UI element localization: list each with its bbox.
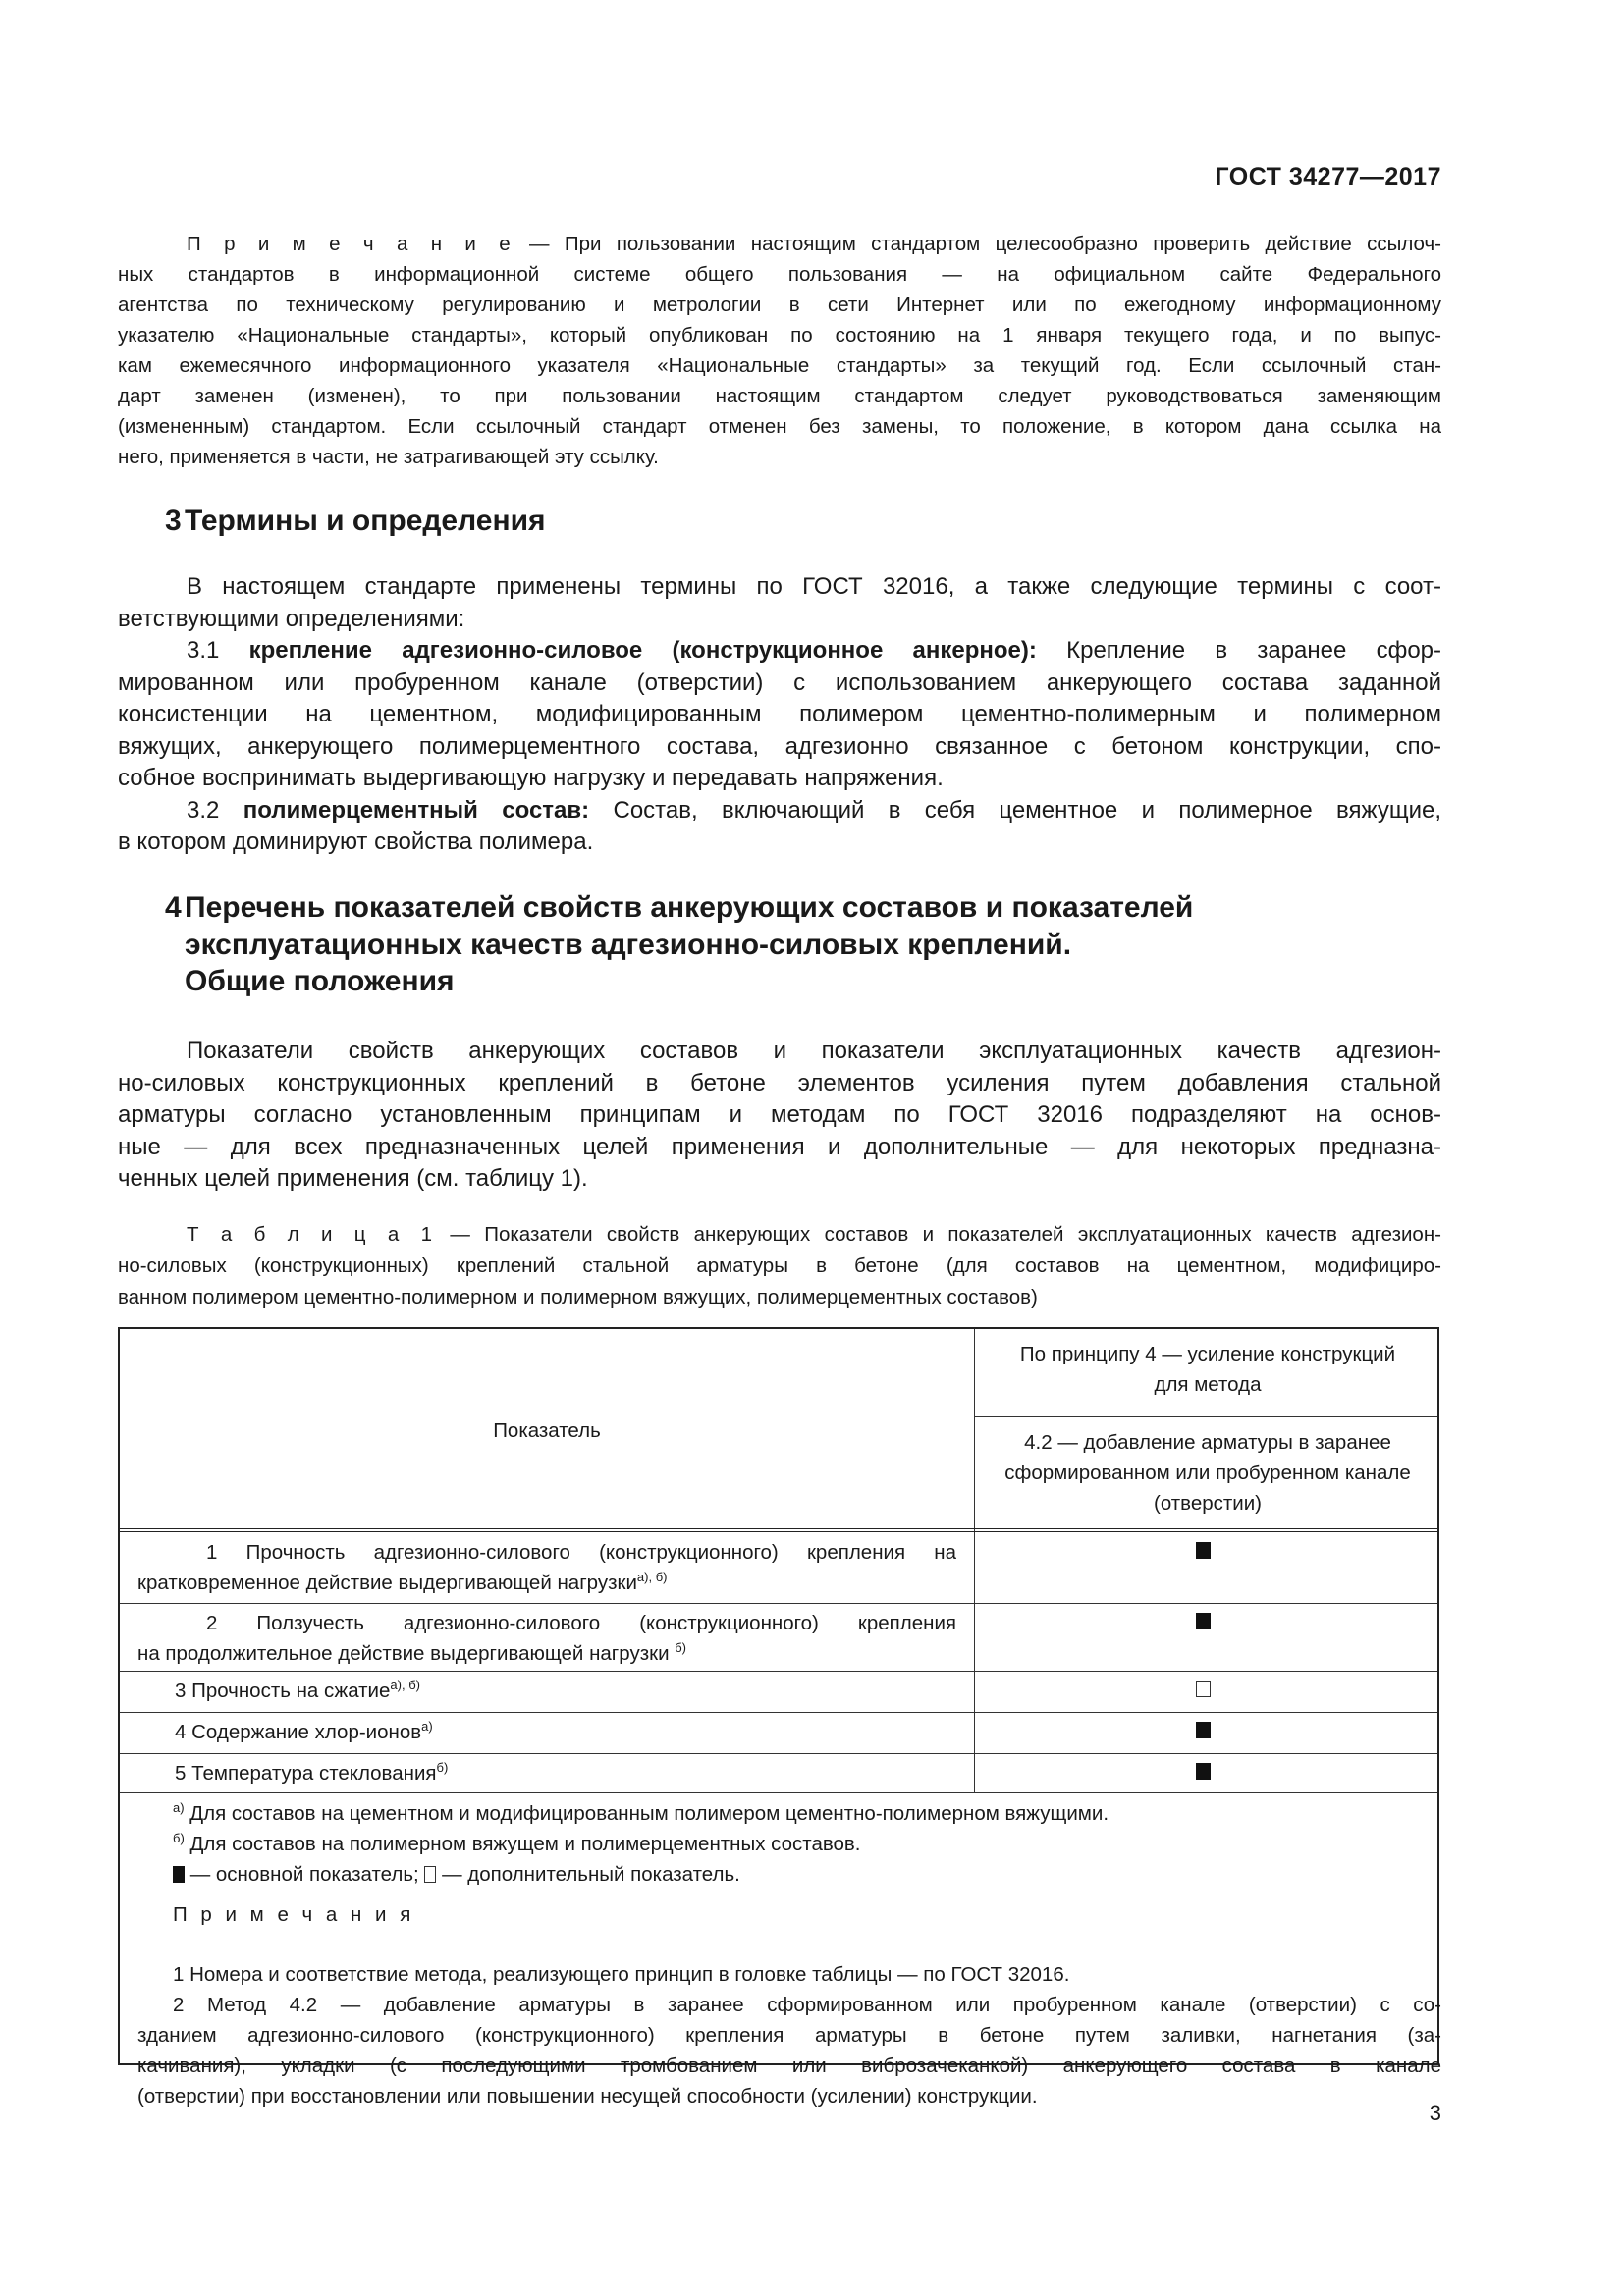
row-text-line (137, 1608, 956, 1638)
term-definition-line: в котором доминируют свойства полимера. (118, 828, 594, 855)
caption-text: — Показатели свойств анкерующих составов и показателей эксплуатационных качеств адгезион- (450, 1223, 1441, 1246)
column-header-method (974, 1427, 1441, 1519)
table-note-line: зданием адгезионно-силового (конструкционного) крепления арматуры в бетоне путем заливки, нагнетания (за- (137, 2024, 1441, 2047)
row-divider (120, 1753, 1437, 1754)
row-text-line (137, 1717, 956, 1747)
row-text: 2 Ползучесть адгезионно-силового (конструкционного) крепления (206, 1612, 956, 1634)
row-text-line (137, 1638, 956, 1669)
header-line: для метода (1154, 1373, 1262, 1396)
table-1-caption (118, 1219, 1441, 1313)
document-header-id: ГОСТ 34277—2017 (1215, 163, 1441, 190)
header-line: 4.2 — добавление арматуры в заранее (1024, 1431, 1391, 1454)
note-line: ных стандартов в информационной системе общего пользования — на официальном сайте Федерального (118, 263, 1441, 286)
column-header-indicator: Показатель (493, 1419, 601, 1442)
caption-line (118, 1219, 1441, 1251)
row-divider (120, 1603, 1437, 1604)
section-4-paragraph (118, 1036, 1441, 1196)
term-term1-line (118, 635, 1441, 667)
note-line: агентства по техническому регулированию и метрологии в сети Интернет или по ежегодному информационному (118, 294, 1441, 316)
filled-square-icon (1196, 1763, 1211, 1780)
row-indicator (120, 1758, 974, 1789)
row-text-line (137, 1568, 956, 1598)
term-definition-line: вяжущих, анкерующего полимерцементного состава, адгезионно связанное с бетоном конструкции, спо- (118, 732, 1441, 760)
empty-square-icon (1196, 1681, 1211, 1697)
row-indicator (120, 1676, 974, 1706)
paragraph-line: но-силовых конструкционных креплений в бетоне элементов усиления путем добавления стальной (118, 1069, 1441, 1096)
filled-square-icon (1196, 1613, 1211, 1629)
header-line: По принципу 4 — усиление конструкций (1019, 1343, 1396, 1365)
column-header-principle (974, 1339, 1441, 1400)
section-3-heading (165, 503, 546, 540)
header-line: (отверстии) (1154, 1492, 1262, 1515)
term-definition: Состав, включающий в себя цементное и полимерное вяжущие, (613, 796, 1442, 824)
table-note-line: 1 Номера и соответствие метода, реализующего принцип в головке таблицы — по ГОСТ 32016. (173, 1963, 1070, 1986)
page-number: 3 (1429, 2101, 1441, 2125)
row-text-line (137, 1537, 956, 1568)
term-definition-line: мированном или пробуренном канале (отверстии) с использованием анкерующего состава заданной (118, 668, 1441, 696)
footer-divider (120, 1792, 1437, 1793)
row-text-line (137, 1676, 956, 1706)
empty-square-icon (424, 1866, 436, 1883)
section-4-title-line: Перечень показателей свойств анкерующих составов и показателей (185, 891, 1194, 924)
row-text-line (137, 1758, 956, 1789)
row-divider (120, 1712, 1437, 1713)
row-indicator (120, 1537, 974, 1598)
footnote-ref: б) (436, 1760, 449, 1775)
caption-line: ванном полимером цементно-полимерном и полимерном вяжущих, полимерцементных составов) (118, 1286, 1038, 1308)
notes-label: П р и м е ч а н и я (173, 1903, 415, 1926)
term-number: 3.1 (187, 637, 220, 664)
note-line: него, применяется в части, не затрагивающей эту ссылку. (118, 446, 659, 468)
table-note-line: качивания), укладки (с последующими тромбованием или виброзачеканкой) анкерующего состава в канале (137, 2055, 1441, 2077)
row-text: на продолжительное действие выдергивающей нагрузки (137, 1642, 676, 1665)
section-4-title-line: эксплуатационных качеств адгезионно-силовых креплений. (185, 928, 1072, 961)
paragraph-line: ченных целей применения (см. таблицу 1). (118, 1165, 588, 1192)
section-4-heading (165, 889, 1194, 1000)
note-text: — При пользовании настоящим стандартом целесообразно проверить действие ссылоч- (529, 233, 1441, 255)
footnote-ref: б) (675, 1640, 686, 1655)
intro-line: В настоящем стандарте применены термины по ГОСТ 32016, а также следующие термины с соот- (187, 573, 1441, 600)
row-text: 3 Прочность на сжатие (175, 1680, 391, 1702)
row-text: 4 Содержание хлор-ионов (175, 1721, 422, 1743)
header-line: сформированном или пробуренном канале (1004, 1462, 1411, 1484)
footnote-ref: а) (421, 1719, 433, 1734)
footnote-text: Для составов на цементном и модифицированным полимером цементно-полимерном вяжущими. (189, 1802, 1109, 1825)
table-footnotes (137, 1798, 1441, 2108)
table-note-line: 2 Метод 4.2 — добавление арматуры в заранее сформированном или пробуренном канале (отверстии) с со- (173, 1994, 1441, 2016)
row-divider (120, 1671, 1437, 1672)
note-label: П р и м е ч а н и е (187, 233, 514, 255)
filled-square-icon (1196, 1722, 1211, 1738)
table-1 (118, 1327, 1441, 2108)
legend-main: — основной показатель; (189, 1863, 419, 1886)
table-note-line: (отверстии) при восстановлении или повышении несущей способности (усилении) конструкции. (137, 2085, 1038, 2108)
note-line: кам ежемесячного информационного указателя «Национальные стандарты» за текущий год. Если ссылочный стан- (118, 354, 1441, 377)
term-name: полимерцементный состав: (243, 796, 590, 824)
filled-square-icon (1196, 1542, 1211, 1559)
term-definition-line: консистенции на цементном, модифицированным полимером цементно-полимерным и полимерном (118, 701, 1441, 727)
caption-label: Т а б л и ц а 1 (187, 1223, 437, 1246)
footnote-ref: а), б) (636, 1570, 668, 1584)
paragraph-line: арматуры согласно установленным принципам и методам по ГОСТ 32016 подразделяют на основ- (118, 1101, 1441, 1128)
row-text: кратковременное действие выдергивающей нагрузки (137, 1572, 637, 1594)
section-3-number: 3 (165, 505, 182, 537)
row-text: 1 Прочность адгезионно-силового (конструкционного) крепления на (206, 1541, 956, 1564)
table-notes (137, 1959, 1441, 2111)
section-4-title-line: Общие положения (185, 965, 455, 997)
term-number: 3.2 (187, 796, 220, 824)
row-indicator (120, 1717, 974, 1747)
term-definition: Крепление в заранее сфор- (1066, 637, 1442, 664)
footnote-mark: б) (173, 1831, 185, 1845)
term-name: крепление адгезионно-силовое (конструкционное анкерное): (248, 637, 1037, 664)
filled-square-icon (173, 1866, 185, 1883)
note-line: дарт заменен (изменен), то при пользовании настоящим стандартом следует руководствоваться заменяющим (118, 385, 1441, 407)
note-line (118, 229, 1441, 259)
section-3-body (118, 571, 1441, 859)
term-term2-line (118, 795, 1441, 828)
footnote (173, 1829, 1420, 1859)
footnote (173, 1798, 1420, 1829)
paragraph-line: Показатели свойств анкерующих составов и показатели эксплуатационных качеств адгезион- (187, 1038, 1441, 1064)
intro-line: ветствующими определениями: (118, 605, 465, 632)
footnote-text: Для составов на полимерном вяжущем и полимерцементных составов. (189, 1833, 861, 1855)
section-4-number: 4 (165, 891, 182, 924)
legend-additional: — дополнительный показатель. (442, 1863, 740, 1886)
reference-note (118, 229, 1441, 472)
paragraph-line: ные — для всех предназначенных целей применения и дополнительные — для некоторых предназна- (118, 1133, 1441, 1160)
caption-line: но-силовых (конструкционных) креплений стальной арматуры в бетоне (для составов на цементном, модифициро- (118, 1255, 1441, 1277)
footnote-mark: а) (173, 1800, 185, 1815)
row-indicator (120, 1608, 974, 1669)
term-definition-line: собное воспринимать выдергивающую нагрузку и передавать напряжения. (118, 765, 944, 791)
header-split-line (974, 1416, 1437, 1417)
note-line: указателю «Национальные стандарты», который опубликован по состоянию на 1 января текущего года, и по выпус- (118, 324, 1441, 347)
header-double-line (120, 1528, 1437, 1532)
note-line: (измененным) стандартом. Если ссылочный стандарт отменен без замены, то положение, в котором дана ссылка на (118, 415, 1441, 438)
footnote-ref: а), б) (390, 1678, 420, 1692)
row-text: 5 Температура стеклования (175, 1762, 437, 1785)
section-3-title: Термины и определения (185, 505, 546, 537)
legend (173, 1859, 1420, 1890)
